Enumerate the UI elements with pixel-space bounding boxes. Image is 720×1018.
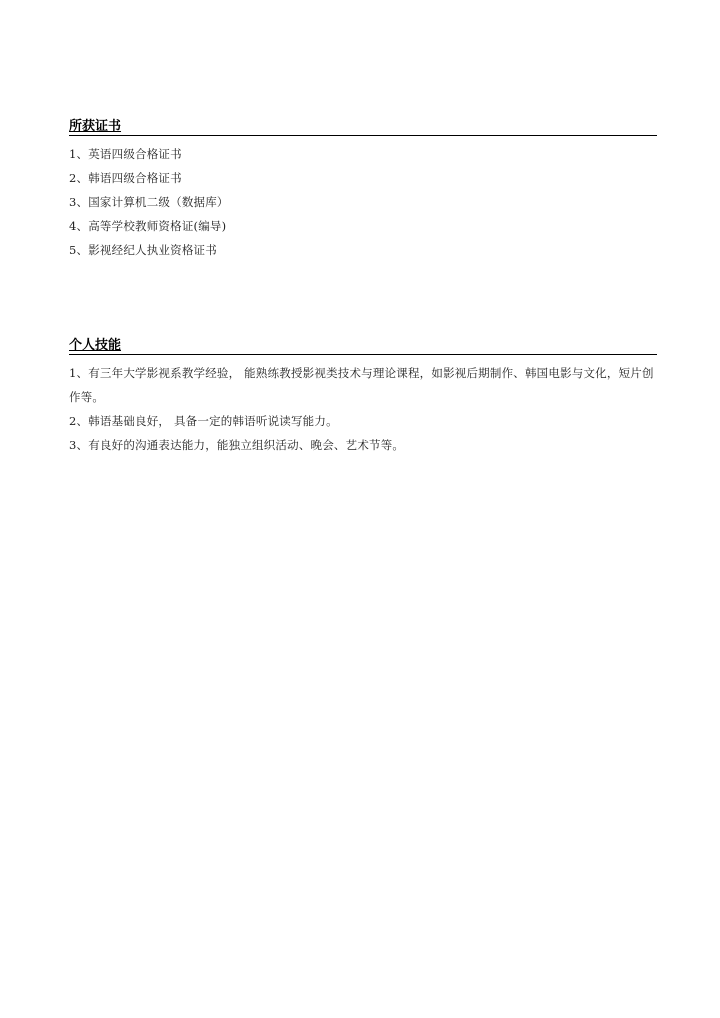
- certificate-item: 4、高等学校教师资格证(编导): [69, 219, 227, 233]
- certificates-title: 所获证书: [69, 119, 122, 134]
- skills-title: 个人技能: [69, 338, 122, 353]
- certificate-item: 3、国家计算机二级（数据库）: [69, 195, 229, 209]
- certificate-item: 1、英语四级合格证书: [69, 147, 182, 161]
- certificate-item: 2、韩语四级合格证书: [69, 171, 182, 185]
- skill-item: 1、有三年大学影视系教学经验， 能熟练教授影视类技术与理论课程，如影视后期制作、韩国电影与文化，短片创作等。: [69, 366, 654, 404]
- skill-item: 3、有良好的沟通表达能力，能独立组织活动、晚会、艺术节等。: [69, 438, 405, 452]
- skills-header: [69, 336, 657, 355]
- skills-section: [69, 336, 657, 457]
- certificates-section: [69, 117, 657, 262]
- certificates-header: [69, 117, 657, 136]
- certificates-list: [69, 142, 657, 262]
- certificate-item: 5、影视经纪人执业资格证书: [69, 243, 217, 257]
- skill-item: 2、韩语基础良好， 具备一定的韩语听说读写能力。: [69, 414, 338, 428]
- skills-list: [69, 361, 657, 457]
